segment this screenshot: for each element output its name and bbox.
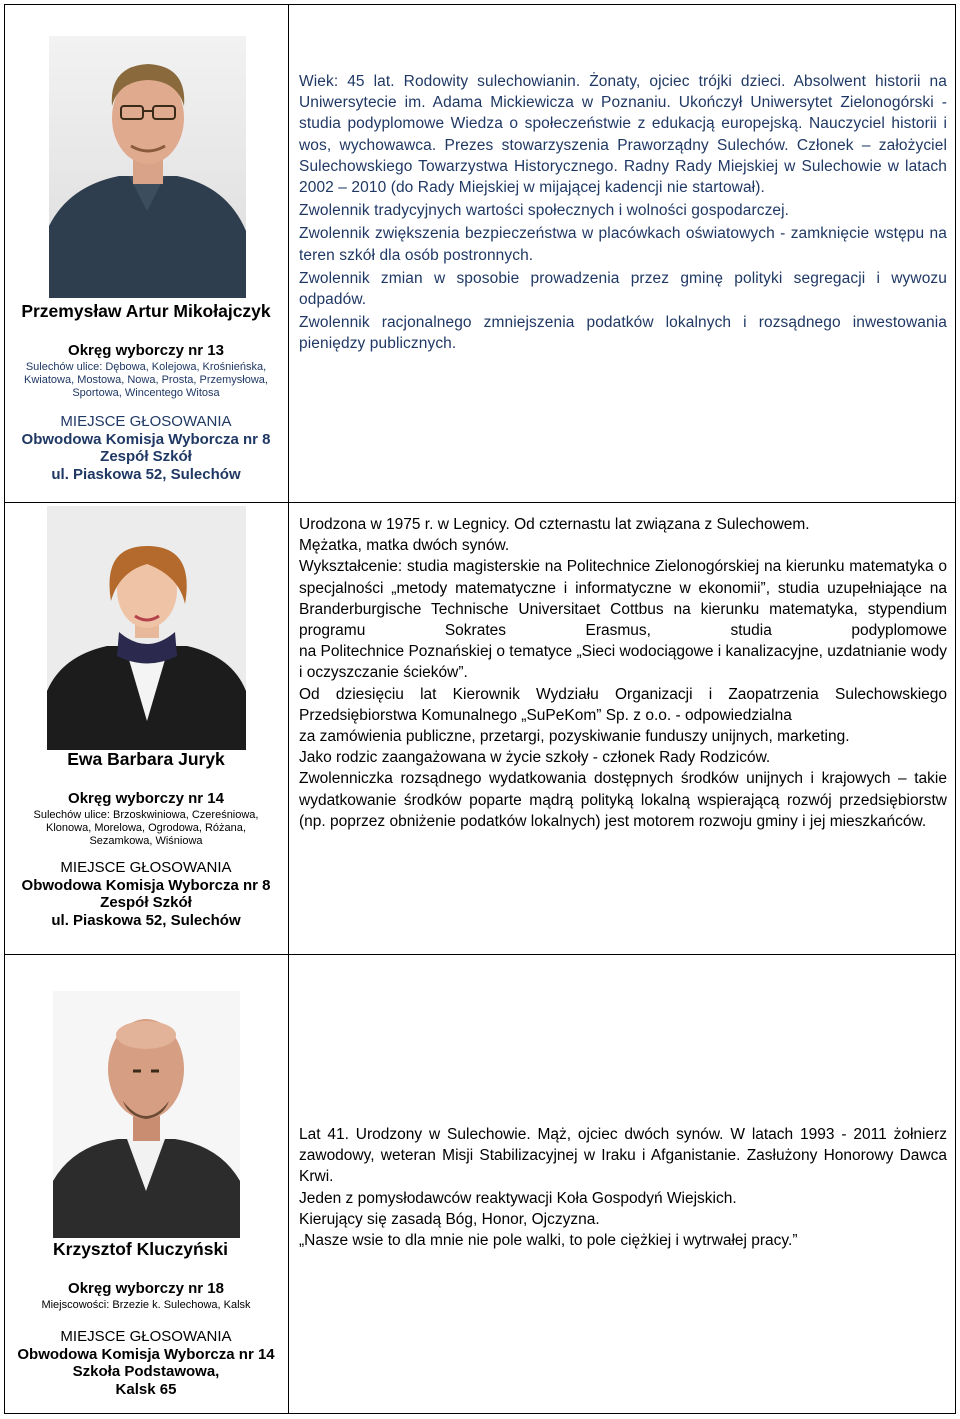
candidate-name: Krzysztof Kluczyński: [53, 1239, 229, 1259]
row-divider-2: [4, 954, 956, 955]
bio-paragraph: Jeden z pomysłodawców reaktywacji Koła Gospodyń Wiejskich.: [299, 1189, 737, 1207]
district-streets: Miejscowości: Brzezie k. Sulechowa, Kalsk: [41, 1299, 251, 1311]
polling-place: [8, 413, 284, 483]
candidate-bio-2: [299, 514, 947, 832]
column-divider-3: [288, 954, 289, 1414]
table-border-right: [955, 4, 956, 502]
polling-place: [8, 1328, 284, 1398]
polling-venue: Szkoła Podstawowa,: [72, 1363, 220, 1380]
polling-address: ul. Piaskowa 52, Sulechów: [51, 465, 241, 483]
polling-venue: Zespół Szkół: [100, 894, 192, 911]
bio-paragraph: „Nasze wsie to dla mnie nie pole walki, to pole ciężkiej i wytrwałej pracy.”: [299, 1232, 798, 1250]
table-border-bottom: [4, 1413, 956, 1414]
row-divider-1: [4, 502, 956, 503]
candidate-info-3: [8, 1239, 284, 1398]
table-border-left-3: [4, 954, 5, 1414]
polling-place: [8, 859, 284, 929]
candidate-name: Ewa Barbara Juryk: [67, 749, 225, 769]
candidate-bio-1: [299, 71, 947, 355]
district-streets: Sulechów ulice: Dębowa, Kolejowa, Krośnieńska, Kwiatowa, Mostowa, Nowa, Prosta, Przemysłowa, Sportowa, Wincentego Witosa: [24, 361, 268, 399]
bio-paragraph: Zwolennik zmian w sposobie prowadzenia przez gminę polityki segregacji i wywozu odpadów.: [299, 269, 947, 309]
candidate-photo-2: [47, 506, 246, 750]
bio-paragraph: Zwolennik racjonalnego zmniejszenia podatków lokalnych i rozsądnego inwestowania pieniędzy publicznych.: [299, 314, 947, 353]
bio-paragraph: Zwolennik zwiększenia bezpieczeństwa w placówkach oświatowych - zamknięcie wstępu na teren szkół dla osób postronnych.: [299, 225, 947, 264]
district-label: Okręg wyborczy nr 13: [68, 342, 224, 359]
polling-header: MIEJSCE GŁOSOWANIA: [60, 413, 232, 430]
district-label: Okręg wyborczy nr 14: [68, 790, 224, 807]
table-border-right-3: [955, 954, 956, 1414]
column-divider-1: [288, 4, 289, 502]
bio-paragraph: na Politechnice Poznańskiej o tematyce „Sieci wodociągowe i kanalizacyjne, uzdatnianie wody i oczyszczanie ścieków”.: [299, 643, 947, 682]
bio-paragraph: Wiek: 45 lat. Rodowity sulechowianin. Żonaty, ojciec trójki dzieci. Absolwent historii na Uniwersytecie im. Adama Mickiewicza w Poznaniu. Ukończył Uniwersytet Zielonogórski - studia podyplomowe Wiedza o społeczeństwie z edukacją europejską. Nauczyciel historii i wos, wychowawca. Prezes stowarzyszenia Praworządny Sulechów. Członek – założyciel Sulechowskiego Towarzystwa Historycznego. Radny Rady Miejskiej w Sulechowie w latach 2002 – 2010 (do Rady Miejskiej w mijającej kadencji nie startował).: [299, 73, 947, 197]
table-border-top: [4, 4, 956, 5]
candidate-bio-3: [299, 1124, 947, 1251]
bio-paragraph: Mężatka, matka dwóch synów.: [299, 537, 510, 555]
district-label: Okręg wyborczy nr 18: [68, 1280, 224, 1297]
bio-paragraph: Wykształcenie: studia magisterskie na Politechnice Zielonogórskiej na kierunku matematyka o specjalności „metody matematyczne i informatyczne w ekonomii”, studia uzupełniające na Branderburgische Technische Universitaet Cottbus na kierunku matematyka, stypendium programu Sokrates Erasmus, studia podyplomowe: [299, 558, 947, 640]
polling-commission: Obwodowa Komisja Wyborcza nr 14: [17, 1345, 275, 1363]
polling-header: MIEJSCE GŁOSOWANIA: [60, 859, 232, 876]
polling-address: Kalsk 65: [115, 1380, 177, 1398]
bio-paragraph: za zamówienia publiczne, przetargi, pozyskiwanie funduszy unijnych, marketing.: [299, 728, 850, 746]
bio-paragraph: Od dziesięciu lat Kierownik Wydziału Organizacji i Zaopatrzenia Sulechowskiego Przedsiębiorstwa Komunalnego „SuPeKom” Sp. z o.o. - odpowiedzialna: [299, 685, 947, 724]
polling-commission: Obwodowa Komisja Wyborcza nr 8: [21, 876, 271, 894]
polling-header: MIEJSCE GŁOSOWANIA: [60, 1328, 232, 1345]
table-border-left-2: [4, 502, 5, 954]
bio-paragraph: Lat 41. Urodzony w Sulechowie. Mąż, ojciec dwóch synów. W latach 1993 - 2011 żołnierz zawodowy, weteran Misji Stabilizacyjnej w Iraku i Afganistanie. Zasłużony Honorowy Dawca Krwi.: [299, 1126, 947, 1186]
candidate-info-1: [8, 298, 284, 483]
bio-paragraph: Kierujący się zasadą Bóg, Honor, Ojczyzna.: [299, 1210, 600, 1228]
bio-paragraph: Jako rodzic zaangażowana w życie szkoły - członek Rady Rodziców.: [299, 749, 771, 767]
bio-paragraph: Zwolenniczka rozsądnego wydatkowania dostępnych środków unijnych i krajowych – takie wydatkowanie środków poparte mądrą polityką lokalną wspierającą rozwój przedsiębiorstw (np. poprzez obniżenie podatków lokalnych) jest motorem rozwoju gminy i jej mieszkańców.: [299, 770, 947, 830]
district-streets: Sulechów ulice: Brzoskwiniowa, Czereśniowa, Klonowa, Morelowa, Ogrodowa, Różana, Sezamkowa, Wiśniowa: [33, 809, 259, 847]
polling-commission: Obwodowa Komisja Wyborcza nr 8: [21, 430, 271, 448]
candidate-info-2: [8, 749, 284, 929]
bio-paragraph: Urodzona w 1975 r. w Legnicy. Od czternastu lat związana z Sulechowem.: [299, 516, 810, 533]
table-border-left: [4, 4, 5, 502]
bio-paragraph: Zwolennik tradycyjnych wartości społecznych i wolności gospodarczej.: [299, 202, 790, 220]
candidate-name: Przemysław Artur Mikołajczyk: [21, 301, 271, 321]
column-divider-2: [288, 502, 289, 954]
table-border-right-2: [955, 502, 956, 954]
polling-address: ul. Piaskowa 52, Sulechów: [51, 911, 241, 929]
candidate-photo-1: [49, 36, 246, 298]
polling-venue: Zespół Szkół: [100, 448, 192, 465]
candidate-photo-3: [53, 991, 240, 1238]
